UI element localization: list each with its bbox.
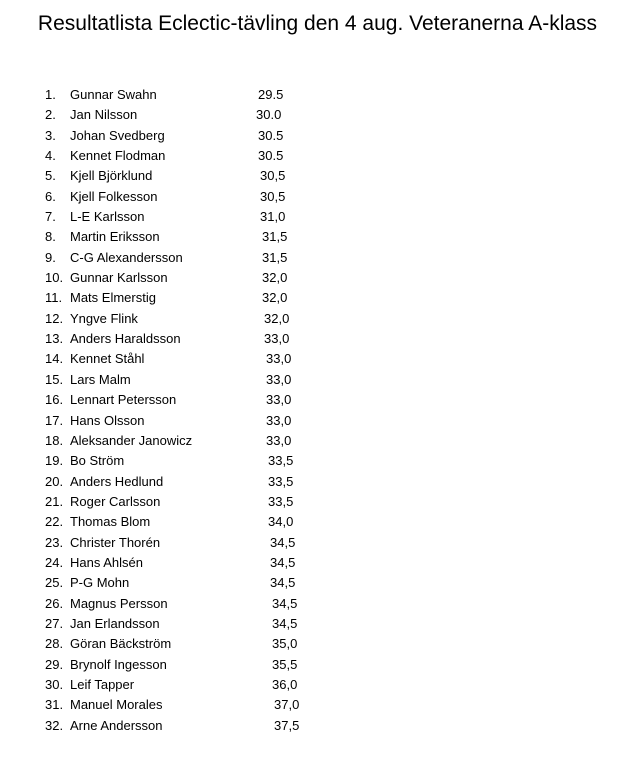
result-row bbox=[0, 390, 635, 410]
document-title: Resultatlista Eclectic-tävling den 4 aug. Veteranerna A-klass bbox=[37, 12, 598, 35]
result-row bbox=[0, 431, 635, 451]
result-rank: 25. bbox=[45, 575, 64, 591]
result-score: 33,5 bbox=[268, 493, 294, 509]
result-score: 36,0 bbox=[272, 676, 298, 692]
result-row bbox=[0, 126, 635, 146]
result-row bbox=[0, 85, 635, 105]
result-name: Brynolf Ingesson bbox=[70, 656, 167, 672]
result-score: 31,0 bbox=[260, 209, 286, 225]
result-name: Yngve Flink bbox=[70, 310, 138, 326]
result-name: Lennart Petersson bbox=[70, 392, 177, 408]
result-rank: 3. bbox=[45, 127, 56, 143]
result-score: 32,0 bbox=[262, 290, 288, 306]
result-name: Manuel Morales bbox=[70, 697, 163, 713]
result-score: 34,5 bbox=[270, 575, 296, 591]
result-score: 33,0 bbox=[266, 412, 292, 428]
result-name: Anders Hedlund bbox=[70, 473, 164, 489]
result-row bbox=[0, 594, 635, 614]
result-score: 34,5 bbox=[272, 595, 298, 611]
result-score: 34,5 bbox=[270, 534, 296, 550]
result-name: Aleksander Janowicz bbox=[70, 432, 193, 448]
result-name: Martin Eriksson bbox=[70, 229, 160, 245]
result-row bbox=[0, 187, 635, 207]
result-score: 32,0 bbox=[262, 270, 288, 286]
result-name: Jan Nilsson bbox=[70, 107, 138, 123]
result-score: 30.5 bbox=[258, 148, 284, 164]
result-name: Kennet Flodman bbox=[70, 148, 166, 164]
result-row bbox=[0, 166, 635, 186]
result-row bbox=[0, 105, 635, 125]
result-rank: 5. bbox=[45, 168, 56, 184]
result-rank: 19. bbox=[45, 453, 64, 469]
result-rank: 17. bbox=[45, 412, 64, 428]
result-name: P-G Mohn bbox=[70, 575, 130, 591]
result-row bbox=[0, 207, 635, 227]
result-rank: 22. bbox=[45, 514, 64, 530]
result-score: 32,0 bbox=[264, 310, 290, 326]
result-rank: 13. bbox=[45, 331, 64, 347]
result-name: Arne Andersson bbox=[70, 717, 163, 733]
result-name: Lars Malm bbox=[70, 371, 131, 387]
result-score: 33,0 bbox=[266, 432, 292, 448]
result-rank: 9. bbox=[45, 249, 56, 265]
result-rank: 32. bbox=[45, 717, 64, 733]
result-row bbox=[0, 716, 635, 736]
result-name: Gunnar Karlsson bbox=[70, 270, 168, 286]
result-name: Christer Thorén bbox=[70, 534, 161, 550]
result-rank: 7. bbox=[45, 209, 56, 225]
result-score: 34,5 bbox=[270, 554, 296, 570]
result-row bbox=[0, 451, 635, 471]
result-name: Hans Olsson bbox=[70, 412, 145, 428]
result-row bbox=[0, 614, 635, 634]
result-score: 34,0 bbox=[268, 514, 294, 530]
result-rank: 26. bbox=[45, 595, 64, 611]
result-row bbox=[0, 411, 635, 431]
result-score: 29.5 bbox=[258, 87, 284, 102]
result-rank: 16. bbox=[45, 392, 64, 408]
result-row bbox=[0, 370, 635, 390]
result-score: 31,5 bbox=[262, 229, 288, 245]
result-name: Bo Ström bbox=[70, 453, 125, 469]
result-name: Gunnar Swahn bbox=[70, 87, 157, 102]
result-score: 34,5 bbox=[272, 615, 298, 631]
result-row bbox=[0, 288, 635, 308]
result-rank: 23. bbox=[45, 534, 64, 550]
result-score: 33,0 bbox=[266, 392, 292, 408]
result-name: Göran Bäckström bbox=[70, 636, 172, 652]
results-list bbox=[0, 85, 635, 736]
result-row bbox=[0, 512, 635, 532]
result-score: 30.0 bbox=[256, 107, 282, 123]
result-rank: 10. bbox=[45, 270, 64, 286]
result-rank: 30. bbox=[45, 676, 64, 692]
result-row bbox=[0, 492, 635, 512]
result-name: Kjell Folkesson bbox=[70, 188, 158, 204]
result-rank: 1. bbox=[45, 87, 56, 102]
result-row bbox=[0, 309, 635, 329]
result-rank: 24. bbox=[45, 554, 64, 570]
result-row bbox=[0, 349, 635, 369]
result-row bbox=[0, 695, 635, 715]
result-name: Johan Svedberg bbox=[70, 127, 165, 143]
result-score: 33,0 bbox=[266, 351, 292, 367]
result-row bbox=[0, 268, 635, 288]
result-score: 33,0 bbox=[264, 331, 290, 347]
result-rank: 28. bbox=[45, 636, 64, 652]
result-rank: 12. bbox=[45, 310, 64, 326]
result-score: 33,5 bbox=[268, 473, 294, 489]
result-name: Anders Haraldsson bbox=[70, 331, 181, 347]
result-name: Magnus Persson bbox=[70, 595, 168, 611]
result-name: Kennet Ståhl bbox=[70, 351, 145, 367]
result-name: Jan Erlandsson bbox=[70, 615, 160, 631]
result-row bbox=[0, 655, 635, 675]
result-row bbox=[0, 248, 635, 268]
result-rank: 21. bbox=[45, 493, 64, 509]
result-rank: 11. bbox=[45, 290, 63, 306]
result-rank: 27. bbox=[45, 615, 64, 631]
result-name: C-G Alexandersson bbox=[70, 249, 183, 265]
result-score: 35,0 bbox=[272, 636, 298, 652]
result-rank: 6. bbox=[45, 188, 56, 204]
result-rank: 29. bbox=[45, 656, 64, 672]
result-rank: 31. bbox=[45, 697, 64, 713]
result-row bbox=[0, 634, 635, 654]
result-rank: 20. bbox=[45, 473, 64, 489]
result-rank: 14. bbox=[45, 351, 64, 367]
result-score: 30,5 bbox=[260, 188, 286, 204]
result-name: Roger Carlsson bbox=[70, 493, 161, 509]
result-row bbox=[0, 329, 635, 349]
result-name: Hans Ahlsén bbox=[70, 554, 143, 570]
result-rank: 2. bbox=[45, 107, 56, 123]
result-name: Mats Elmerstig bbox=[70, 290, 156, 306]
result-row bbox=[0, 573, 635, 593]
result-row bbox=[0, 675, 635, 695]
result-score: 33,5 bbox=[268, 453, 294, 469]
result-score: 35,5 bbox=[272, 656, 298, 672]
result-score: 37,0 bbox=[274, 697, 300, 713]
result-name: Thomas Blom bbox=[70, 514, 151, 530]
result-rank: 15. bbox=[45, 371, 64, 387]
result-score: 30,5 bbox=[260, 168, 286, 184]
result-row bbox=[0, 146, 635, 166]
result-rank: 8. bbox=[45, 229, 56, 245]
result-name: Leif Tapper bbox=[70, 676, 135, 692]
result-rank: 18. bbox=[45, 432, 64, 448]
result-row bbox=[0, 227, 635, 247]
result-score: 37,5 bbox=[274, 717, 300, 733]
result-score: 30.5 bbox=[258, 127, 284, 143]
result-name: Kjell Björklund bbox=[70, 168, 153, 184]
result-name: L-E Karlsson bbox=[70, 209, 145, 225]
result-score: 33,0 bbox=[266, 371, 292, 387]
result-row bbox=[0, 553, 635, 573]
result-row bbox=[0, 472, 635, 492]
result-rank: 4. bbox=[45, 148, 56, 164]
result-score: 31,5 bbox=[262, 249, 288, 265]
result-row bbox=[0, 533, 635, 553]
